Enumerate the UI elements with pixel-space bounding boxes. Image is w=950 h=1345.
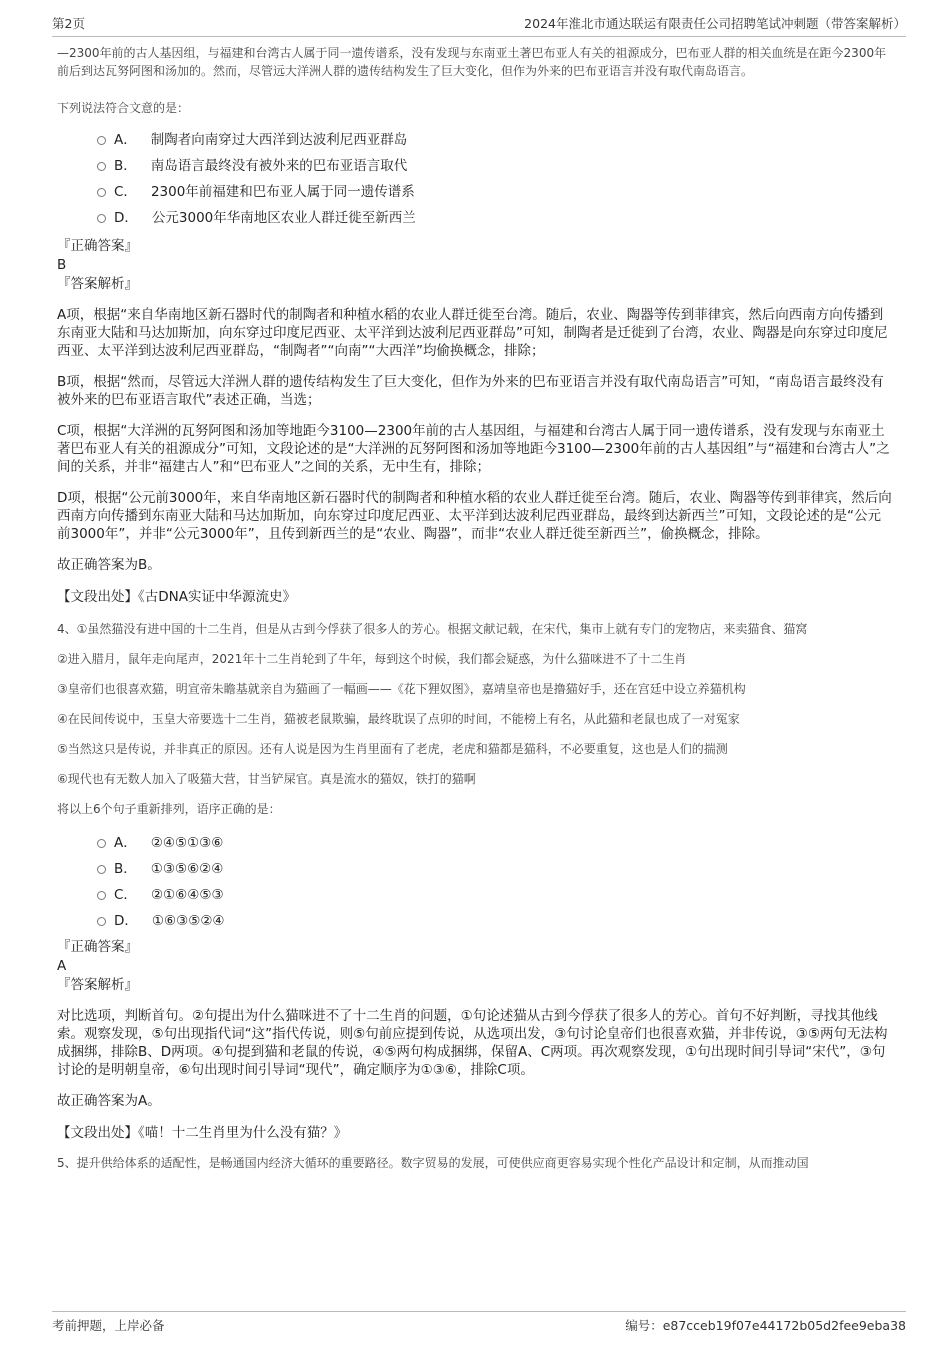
q4-option-c[interactable] bbox=[97, 882, 894, 908]
q3-analysis-b: B项，根据“然而，尽管远大洋洲人群的遗传结构发生了巨大变化，但作为外来的巴布亚语言并没有取代南岛语言”可知，“南岛语言最终没有被外来的巴布亚语言取代”表述正确，当选； bbox=[57, 374, 884, 408]
q3-option-c[interactable] bbox=[97, 179, 894, 205]
q4-sentence-2: ②进入腊月，鼠年走向尾声，2021年十二生肖轮到了牛年，每到这个时候，我们都会疑惑，为什么猫咪进不了十二生肖 bbox=[57, 652, 687, 666]
q5-text: 5、提升供给体系的适配性，是畅通国内经济大循环的重要路径。数字贸易的发展，可使供应商更容易实现个性化产品设计和定制，从而推动国 bbox=[57, 1156, 809, 1170]
q4-sentence-1: 4、①虽然猫没有进中国的十二生肖，但是从古到今俘获了很多人的芳心。根据文献记载，在宋代，集市上就有专门的宠物店，来卖猫食、猫窝 bbox=[57, 622, 808, 636]
q3-analysis-c: C项，根据“大洋洲的瓦努阿图和汤加等地距今3100—2300年前的古人基因组，与福建和台湾古人属于同一遗传谱系，没有发现与东南亚土著巴布亚人有关的祖源成分”可知，文段论述的是“大洋洲的瓦努阿图和汤加等地距今3100—2300年前的古人基因组”与“福建和台湾古人”之间的关系，并非“福建古人”和“巴布亚人”之间的关系，无中生有，排除； bbox=[57, 423, 890, 475]
q3-option-a[interactable] bbox=[97, 127, 894, 153]
q4-sentence-6: ⑥现代也有无数人加入了吸猫大营，甘当铲屎官。真是流水的猫奴，铁打的猫啊 bbox=[57, 772, 476, 786]
q4-sentence-4: ④在民间传说中，玉皇大帝要选十二生肖，猫被老鼠欺骗，最终耽误了点卯的时间，不能榜上有名，从此猫和老鼠也成了一对冤家 bbox=[57, 712, 740, 726]
q3-option-b[interactable] bbox=[97, 153, 894, 179]
option-text: ①③⑤⑥②④ bbox=[150, 861, 224, 877]
option-text: 南岛语言最终没有被外来的巴布亚语言取代 bbox=[150, 158, 408, 174]
radio-icon[interactable] bbox=[97, 917, 106, 926]
q4-question: 将以上6个句子重新排列，语序正确的是： bbox=[57, 802, 281, 816]
q4-sentence-5: ⑤当然这只是传说，并非真正的原因。还有人说是因为生肖里面有了老虎，老虎和猫都是猫科，不必要重复，这也是人们的揣测 bbox=[57, 742, 728, 756]
page-content bbox=[57, 44, 894, 1172]
radio-icon[interactable] bbox=[97, 136, 106, 145]
option-letter: C． bbox=[114, 887, 137, 903]
option-letter: A． bbox=[114, 132, 137, 148]
q3-analysis-label: 『答案解析』 bbox=[57, 276, 138, 292]
q4-answer: A bbox=[57, 958, 67, 974]
q4-conclusion: 故正确答案为A。 bbox=[57, 1093, 161, 1109]
q3-analysis-a: A项，根据“来自华南地区新石器时代的制陶者和种植水稻的农业人群迁徙至台湾。随后，农业、陶器等传到菲律宾，然后向西南方向传播到东南亚大陆和马达加斯加，向东穿过印度尼西亚、太平洋到达波利尼西亚群岛”可知，制陶者是迁徙到了台湾，农业、陶器是向东穿过印度尼西亚、太平洋到达波利尼西亚群岛，“制陶者”“向南”“大西洋”均偷换概念，排除； bbox=[57, 307, 888, 359]
option-text: 制陶者向南穿过大西洋到达波利尼西亚群岛 bbox=[150, 132, 408, 148]
q4-analysis: 对比选项，判断首句。②句提出为什么猫咪进不了十二生肖的问题，①句论述猫从古到今俘获了很多人的芳心。首句不好判断，寻找其他线索。观察发现，⑤句出现指代词“这”指代传说，则⑤句前应提到传说，从选项出发，③句讨论皇帝们也很喜欢猫，并非传说，③⑤两句无法构成捆绑，排除B、D两项。④句提到猫和老鼠的传说，④⑤两句构成捆绑，保留A、C两项。再次观察发现，①句出现时间引导词“宋代”，③句讨论的是明朝皇帝，⑥句出现时间引导词“现代”，确定顺序为①③⑥，排除C项。 bbox=[57, 1008, 888, 1078]
option-letter: C． bbox=[114, 184, 137, 200]
option-letter: B． bbox=[114, 861, 137, 877]
option-letter: B． bbox=[114, 158, 137, 174]
q3-options bbox=[97, 127, 894, 231]
option-text: ②④⑤①③⑥ bbox=[150, 835, 224, 851]
q3-answer-label: 『正确答案』 bbox=[57, 238, 138, 254]
q4-source: 【文段出处】《喵！十二生肖里为什么没有猫？》 bbox=[57, 1125, 348, 1141]
q3-conclusion: 故正确答案为B。 bbox=[57, 557, 161, 573]
radio-icon[interactable] bbox=[97, 865, 106, 874]
option-text: 公元3000年华南地区农业人群迁徙至新西兰 bbox=[151, 210, 416, 226]
q4-sentence-3: ③皇帝们也很喜欢猫，明宣帝朱瞻基就亲自为猫画了一幅画——《花下狸奴图》，嘉靖皇帝也是撸猫好手，还在宫廷中设立养猫机构 bbox=[57, 682, 746, 696]
option-letter: D． bbox=[114, 913, 138, 929]
option-text: ①⑥③⑤②④ bbox=[151, 913, 225, 929]
radio-icon[interactable] bbox=[97, 214, 106, 223]
q4-option-d[interactable] bbox=[97, 908, 894, 934]
option-letter: A． bbox=[114, 835, 137, 851]
page-header bbox=[52, 14, 906, 37]
radio-icon[interactable] bbox=[97, 839, 106, 848]
document-code: 编号：e87cceb19f07e44172b05d2fee9eba38 bbox=[625, 1318, 906, 1333]
q4-option-b[interactable] bbox=[97, 856, 894, 882]
option-letter: D． bbox=[114, 210, 138, 226]
q3-analysis-d: D项，根据“公元前3000年，来自华南地区新石器时代的制陶者和种植水稻的农业人群迁徙至台湾。随后，农业、陶器等传到菲律宾，然后向西南方向传播到东南亚大陆和马达加斯加，向东穿过印度尼西亚、太平洋到达波利尼西亚群岛，最终到达新西兰”可知，文段论述的是“公元前3000年”，并非“公元3000年”，且传到新西兰的是“农业、陶器”，而非“农业人群迁徙至新西兰”，偷换概念，排除。 bbox=[57, 490, 892, 542]
q4-analysis-label: 『答案解析』 bbox=[57, 977, 138, 993]
q3-source: 【文段出处】《古DNA实证中华源流史》 bbox=[57, 589, 296, 605]
page-footer bbox=[52, 1311, 906, 1333]
document-title: 2024年淮北市通达联运有限责任公司招聘笔试冲刺题（带答案解析） bbox=[524, 16, 906, 31]
q3-passage-tail: —2300年前的古人基因组，与福建和台湾古人属于同一遗传谱系，没有发现与东南亚土著巴布亚人有关的祖源成分，巴布亚人群的相关血统是在距今2300年前后到达瓦努阿图和汤加的。然而，尽管远大洋洲人群的遗传结构发生了巨大变化，但作为外来的巴布亚语言并没有取代南岛语言。 bbox=[57, 46, 887, 78]
option-text: 2300年前福建和巴布亚人属于同一遗传谱系 bbox=[150, 184, 415, 200]
q3-answer: B bbox=[57, 257, 67, 273]
page-number: 第2页 bbox=[52, 16, 85, 31]
radio-icon[interactable] bbox=[97, 188, 106, 197]
q4-options bbox=[97, 830, 894, 934]
q3-question: 下列说法符合文意的是： bbox=[57, 101, 190, 115]
radio-icon[interactable] bbox=[97, 162, 106, 171]
q4-option-a[interactable] bbox=[97, 830, 894, 856]
footer-slogan: 考前押题，上岸必备 bbox=[52, 1318, 165, 1333]
radio-icon[interactable] bbox=[97, 891, 106, 900]
q4-answer-label: 『正确答案』 bbox=[57, 939, 138, 955]
option-text: ②①⑥④⑤③ bbox=[150, 887, 224, 903]
q3-option-d[interactable] bbox=[97, 205, 894, 231]
